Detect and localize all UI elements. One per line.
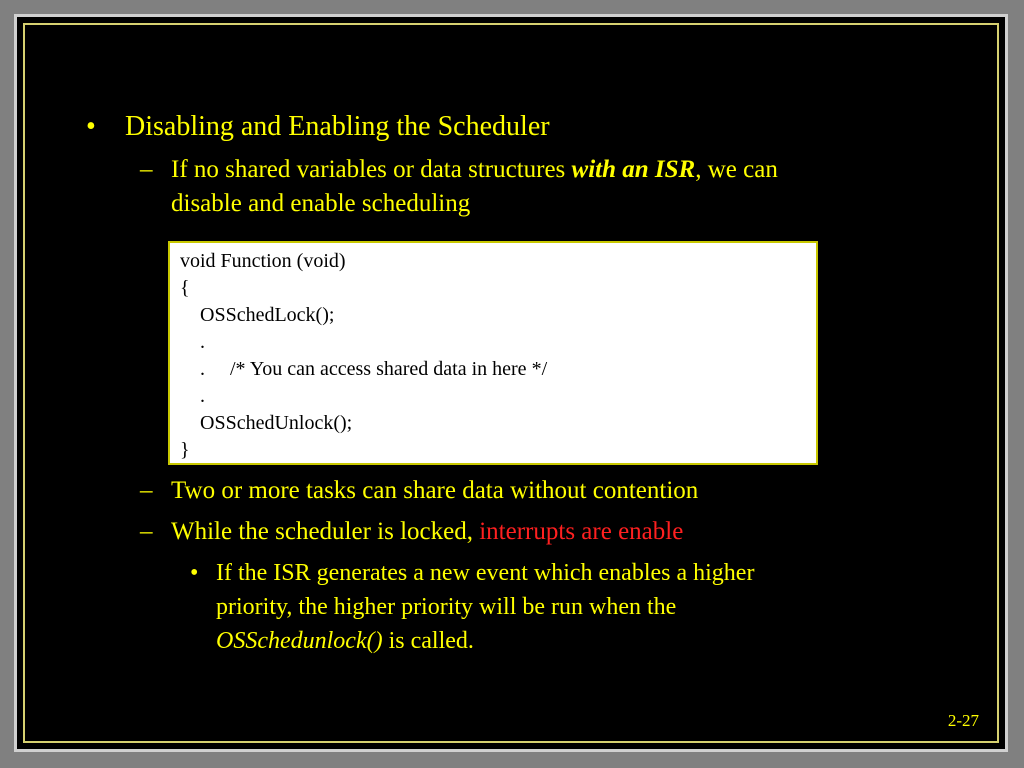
code-line: {	[180, 277, 190, 299]
sub-bullet-3-text: While the scheduler is locked,	[171, 518, 480, 545]
code-line: OSSchedLock();	[180, 304, 335, 326]
code-line: . /* You can access shared data in here */	[180, 358, 548, 380]
sub-sub-bullet-line2: priority, the higher priority will be run when the	[216, 594, 677, 620]
sub-bullet-3	[171, 515, 683, 549]
sub-bullet-1-tail: , we can	[695, 156, 778, 183]
code-line: OSSchedUnlock();	[180, 412, 353, 434]
code-line: .	[180, 385, 205, 407]
sub-sub-bullet-tail: is called.	[382, 628, 474, 654]
sub-bullet-1-emphasis: with an ISR	[571, 156, 696, 183]
function-name: OSSchedunlock()	[216, 628, 383, 654]
slide-heading: Disabling and Enabling the Scheduler	[125, 111, 550, 142]
code-line: .	[180, 331, 205, 353]
sub-bullet-3-red: interrupts are enable	[479, 518, 684, 545]
sub-sub-bullet-line1: If the ISR generates a new event which enables a higher	[216, 560, 755, 586]
code-snippet-box	[168, 241, 818, 465]
code-line: void Function (void)	[180, 250, 346, 272]
sub-sub-bullet-line3	[216, 624, 474, 658]
page-number: 2-27	[947, 711, 979, 730]
sub-bullet-1	[171, 153, 778, 187]
bullet-marker: •	[190, 560, 199, 586]
dash-marker: –	[140, 518, 153, 545]
dash-marker: –	[140, 156, 153, 183]
sub-bullet-1-line2: disable and enable scheduling	[171, 190, 471, 217]
code-line: }	[180, 439, 190, 461]
dash-marker: –	[140, 477, 153, 504]
sub-bullet-2: Two or more tasks can share data without contention	[171, 477, 699, 504]
bullet-marker: •	[86, 111, 96, 142]
sub-bullet-1-text: If no shared variables or data structures	[171, 156, 572, 183]
